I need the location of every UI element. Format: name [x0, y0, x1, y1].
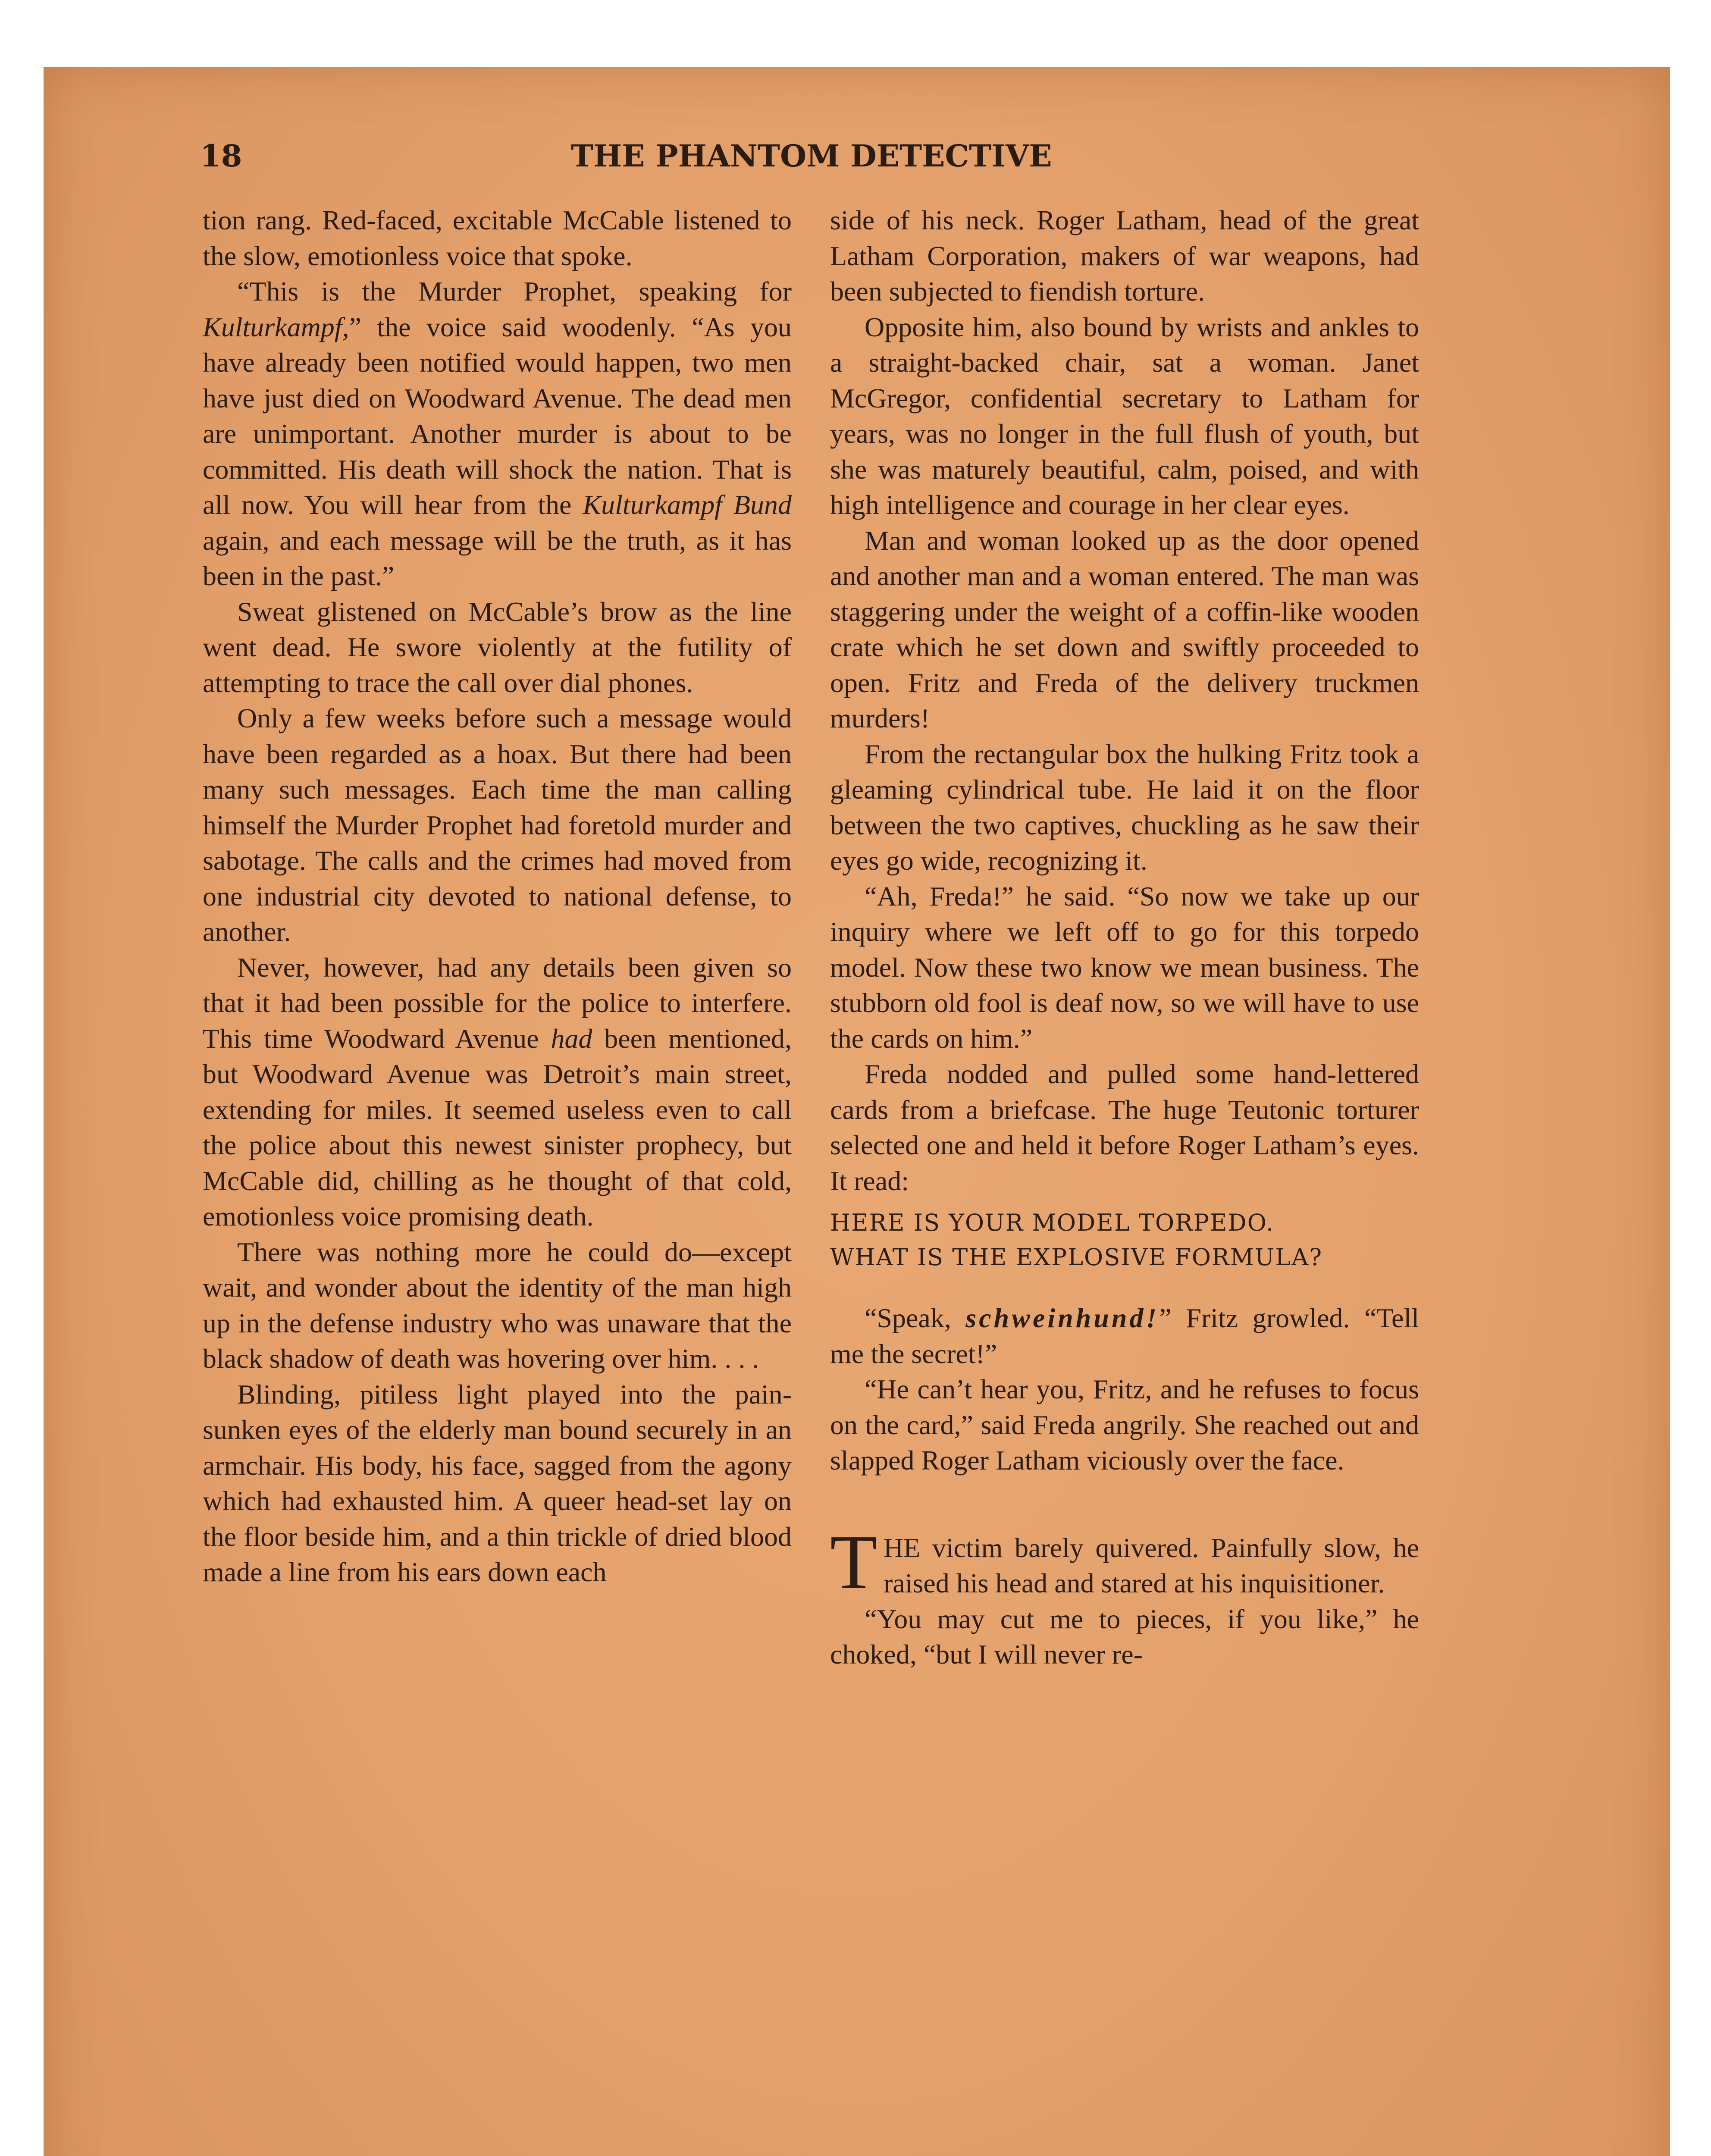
paragraph: tion rang. Red-faced, excitable McCable listened to the slow, emotionless voice that spoke.	[203, 205, 792, 271]
text-run: “Speak,	[865, 1303, 966, 1333]
text-run: HE victim barely quivered. Painfully slow, he raised his head and stared at his inquisitioner.	[883, 1532, 1419, 1598]
text-run: been mentioned, but Woodward Avenue was Detroit’s main street, extending for miles. It seemed useless even to call the police about this newest sinister prophecy, but McCable did, chilling as he thought of that cold, emotionless voice promising death.	[203, 1023, 792, 1232]
running-title: THE PHANTOM DETECTIVE	[571, 138, 1052, 174]
paragraph: Opposite him, also bound by wrists and ankles to a straight-backed chair, sat a woman. Janet McGregor, confidential secretary to Latham for years, was no longer in the full flush of youth, but she was maturely beautiful, calm, poised, and with high intelligence and courage in her clear eyes.	[830, 311, 1419, 520]
paragraph: There was nothing more he could do—except wait, and wonder about the identity of the man high up in the defense industry who was unaware that the black shadow of death was hovering over him. . . .	[203, 1236, 792, 1374]
page-number: 18	[200, 138, 242, 174]
italic-text: Kulturkampf,	[203, 311, 349, 342]
card-text	[830, 1206, 1419, 1275]
paragraph: Sweat glistened on McCable’s brow as the line went dead. He swore violently at the futility of attempting to trace the call over dial phones.	[203, 596, 792, 698]
card-line: HERE IS YOUR MODEL TORPEDO.	[830, 1209, 1275, 1236]
paragraph: “Ah, Freda!” he said. “So now we take up our inquiry where we left off to go for this torpedo model. Now these two know we mean business. The stubborn old fool is deaf now, so we will have to use the cards on him.”	[830, 881, 1419, 1054]
paragraph: Man and woman looked up as the door opened and another man and a woman entered. The man was staggering under the weight of a coffin-like wooden crate which he set down and swiftly proceeded to open. Fritz and Freda of the delivery truckmen murders!	[830, 525, 1419, 733]
paragraph: Blinding, pitiless light played into the pain-sunken eyes of the elderly man bound securely in an armchair. His body, his face, sagged from the agony which had exhausted him. A queer head-set lay on the floor beside him, and a thin trickle of dried blood made a line from his ears down each	[203, 1379, 792, 1587]
right-column	[830, 203, 1419, 1673]
left-column	[203, 203, 792, 1590]
text-run: Never, however, had any details been given so that it had been possible for the police to interfere. This time Woodward Avenue	[203, 952, 792, 1054]
paragraph	[830, 1300, 1419, 1372]
text-run: “This is the Murder Prophet, speaking for	[237, 276, 792, 307]
drop-cap: T	[830, 1519, 877, 1605]
paragraph: “You may cut me to pieces, if you like,” he choked, “but I will never re-	[830, 1603, 1419, 1670]
paragraph	[203, 950, 792, 1235]
text-run: ” the voice said woodenly. “As you have already been notified would happen, two men have just died on Woodward Avenue. The dead men are unimportant. Another murder is about to be committed. His death will shock the nation. That is all now. You will hear from the	[203, 311, 792, 520]
paragraph: “He can’t hear you, Fritz, and he refuses to focus on the card,” said Freda angrily. She reached out and slapped Roger Latham viciously over the face.	[830, 1374, 1419, 1476]
emphasized-text: schweinhund!	[965, 1303, 1159, 1333]
paragraph: side of his neck. Roger Latham, head of the great Latham Corporation, makers of war weapons, had been subjected to fiendish torture.	[830, 205, 1419, 307]
paragraph: Freda nodded and pulled some hand-lettered cards from a briefcase. The huge Teutonic torturer selected one and held it before Roger Latham’s eyes. It read:	[830, 1059, 1419, 1196]
text-run: ” Fritz growled. “Tell me the secret!”	[830, 1303, 1419, 1369]
card-line: WHAT IS THE EXPLOSIVE FORMULA?	[830, 1244, 1323, 1271]
italic-text: Kulturkampf Bund	[583, 489, 792, 520]
text-run: again, and each message will be the truth, as it has been in the past.”	[203, 525, 792, 591]
paragraph	[203, 274, 792, 594]
paragraph	[830, 1519, 1419, 1605]
italic-text: had	[551, 1023, 592, 1054]
paragraph: From the rectangular box the hulking Fritz took a gleaming cylindrical tube. He laid it on the floor between the two captives, chuckling as he saw their eyes go wide, recognizing it.	[830, 738, 1419, 876]
page-header	[200, 138, 1106, 185]
paragraph: Only a few weeks before such a message would have been regarded as a hoax. But there had been many such messages. Each time the man calling himself the Murder Prophet had foretold murder and sabotage. The calls and the crimes had moved from one industrial city devoted to national defense, to another.	[203, 703, 792, 947]
